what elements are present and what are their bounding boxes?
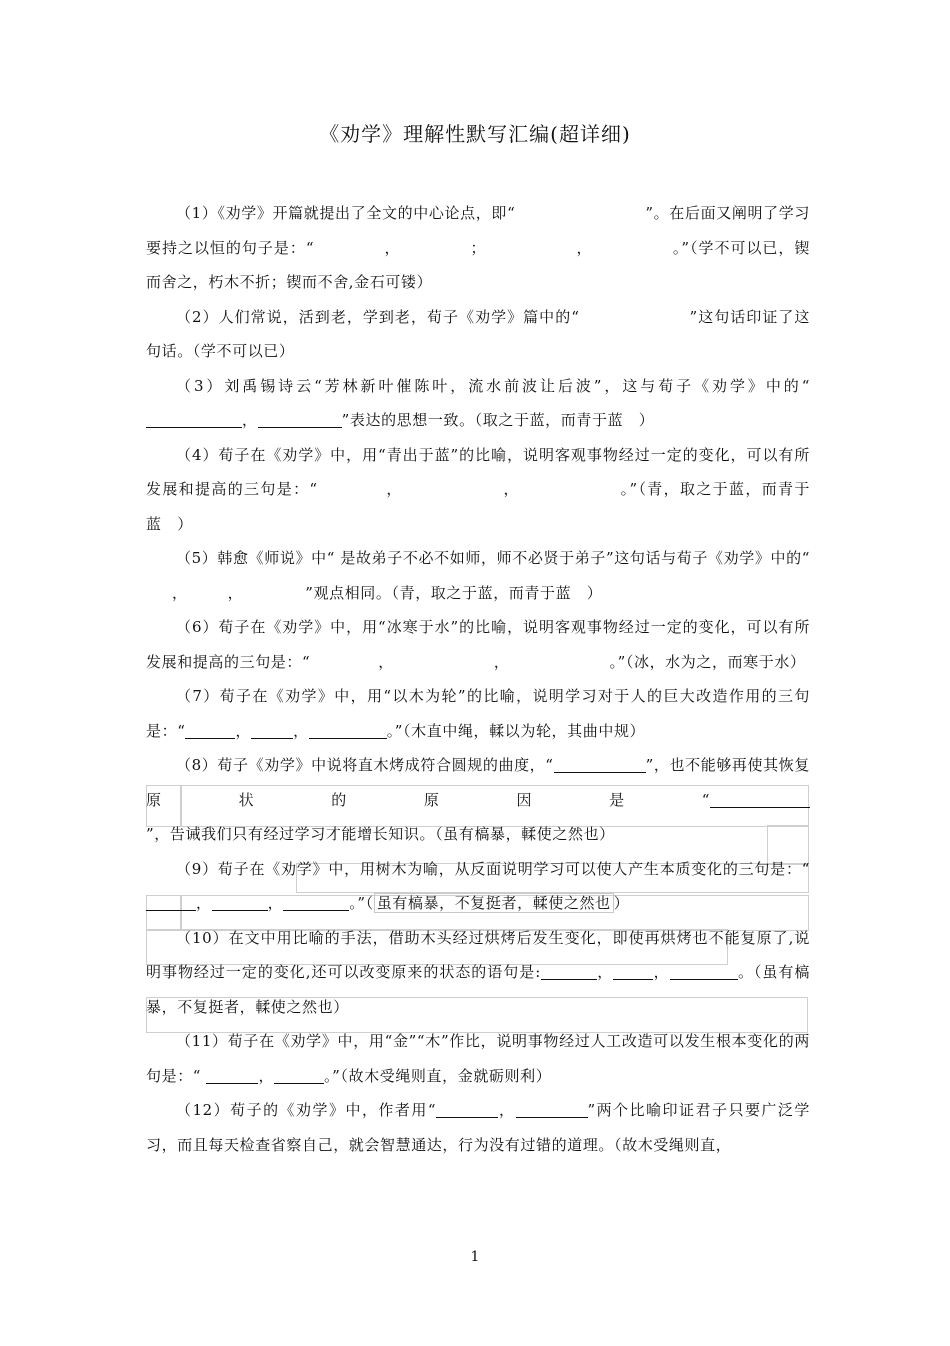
fill-blank-line	[185, 720, 235, 739]
document-title: 《劝学》理解性默写汇编(超详细)	[319, 122, 631, 146]
question-text: （3）刘禹锡诗云“芳林新叶催陈叶，流水前波让后波”，这与荀子《劝学》中的“	[176, 376, 810, 395]
question-list	[146, 196, 816, 1162]
question-item	[146, 1093, 810, 1162]
question-text: 。（虽有槁暴，不复挺者，輮使之然也）	[146, 963, 810, 1016]
question-text: （9）荀子在《劝学》中，用树木为喻，从反面说明学习可以使人产生本质变化的三句是：“	[176, 859, 816, 878]
question-item	[146, 300, 810, 369]
question-item	[146, 610, 810, 679]
question-text: ，	[493, 652, 510, 671]
fill-blank-line	[258, 409, 342, 428]
question-text: 。”（	[349, 894, 374, 912]
question-text: 。”（木直中绳，輮以为轮，其曲中规）	[386, 721, 646, 740]
fill-blank-line	[251, 720, 293, 739]
question-text: ，	[196, 894, 212, 912]
fill-blank-line	[541, 961, 597, 980]
fill-blank-line	[516, 1099, 588, 1118]
question-text: （11）荀子在《劝学》中，用“金”“木”作比，说明事物经过人工改造可以发生根本变化的两句是：“	[146, 1032, 810, 1085]
fill-blank-line	[274, 1065, 324, 1084]
fill-blank-line	[710, 789, 810, 808]
answer-hint-boxed: 虽有槁暴，不复挺者，輮使之然也	[374, 893, 614, 913]
question-text: ，	[227, 583, 244, 602]
question-text: 。”（青，取之于蓝，而青于蓝 ）	[146, 480, 810, 533]
question-text: ”两个比喻印证君子只要广泛学习，而且每天检查省察自己，就会智慧通达，行为没有过错的道理。（故木受绳则直，	[146, 1101, 810, 1154]
question-text: （10）在文中用比喻的手法，借助木头经过烘烤后发生变化，即使再烘烤也不能复原了,说明事物经过一定的变化,还可以改变原来的状态的语句是:	[146, 928, 810, 981]
question-text: ”。在后面又阐明了学习要持之以恒的句子是：“	[146, 204, 810, 257]
question-text: 。”（故木受绳则直，金就砺则利）	[324, 1066, 552, 1085]
question-text: （1）《劝学》开篇就提出了全文的中心论点，即“	[176, 204, 516, 222]
question-text: ”表达的思想一致。（取之于蓝，而青于蓝 ）	[341, 411, 655, 429]
question-text: ，	[242, 411, 258, 429]
question-item	[146, 1024, 810, 1093]
question-text: （7）荀子在《劝学》中，用“以木为轮”的比喻，说明学习对于人的巨大改造作用的三句是：“	[146, 687, 810, 740]
question-item	[146, 852, 816, 921]
question-text: ，	[172, 583, 188, 602]
question-text: （2）人们常说，活到老，学到老，荀子《劝学》篇中的“	[176, 307, 580, 326]
question-text: ，	[235, 721, 252, 740]
fill-blank-line	[436, 1099, 498, 1118]
question-text: ，	[498, 1101, 516, 1119]
fill-blank-line	[206, 1065, 258, 1084]
question-text: ，	[258, 1066, 275, 1085]
question-item	[146, 196, 810, 300]
question-text: ，	[576, 238, 593, 257]
question-text: 。”（学不可以已，锲而舍之，朽木不折；锲而不舍,金石可镂）	[146, 238, 810, 291]
question-text: ）	[613, 894, 630, 912]
fill-blank-line	[146, 409, 242, 428]
question-text: ；	[470, 238, 487, 257]
question-item	[146, 679, 810, 748]
page-number: 1	[470, 1249, 480, 1265]
question-text: ，	[293, 721, 309, 740]
fill-blank-line	[283, 892, 349, 911]
fill-blank-line	[309, 720, 387, 739]
question-text: ”，也不能够再使其恢复原状的原因是“	[146, 756, 810, 809]
question-item	[146, 748, 810, 852]
question-text: ”观点相同。（青，取之于蓝，而青于蓝 ）	[305, 583, 603, 602]
question-text: （8）荀子《劝学》中说将直木烤成符合圆规的曲度，“	[176, 756, 554, 774]
question-text: （12）荀子的《劝学》中，作者用“	[176, 1101, 437, 1119]
question-text: ”，告诫我们只有经过学习才能增长知识。（虽有槁暴，輮使之然也）	[146, 825, 615, 843]
question-text: ，	[385, 480, 403, 498]
fill-blank-line	[146, 892, 196, 911]
question-text: ，	[502, 480, 520, 498]
question-text: （6）荀子在《劝学》中，用“冰寒于水”的比喻，说明客观事物经过一定的变化，可以有所发展和提高的三句是：“	[146, 618, 810, 671]
question-text: ，	[653, 963, 670, 981]
question-text: ，	[267, 894, 284, 912]
fill-blank-line	[670, 961, 738, 980]
question-text: 。”（冰，水为之，而寒于水）	[609, 652, 806, 671]
question-item	[146, 438, 810, 542]
question-text: ，	[384, 238, 401, 257]
question-item	[146, 541, 810, 610]
question-text: （5）韩愈《师说》中“ 是故弟子不必不如师，师不必贤于弟子”这句话与荀子《劝学》中的“	[176, 549, 810, 567]
question-item	[146, 921, 810, 1025]
fill-blank-line	[613, 961, 653, 980]
fill-blank-line	[212, 892, 268, 911]
fill-blank-line	[554, 754, 646, 773]
question-text: ，	[378, 652, 394, 671]
question-text: （4）荀子在《劝学》中，用“青出于蓝”的比喻，说明客观事物经过一定的变化，可以有所发展和提高的三句是：“	[146, 445, 810, 498]
question-item	[146, 369, 810, 438]
question-text: ”这句话印证了这句话。（学不可以已）	[146, 307, 810, 360]
question-text: ，	[596, 963, 614, 981]
